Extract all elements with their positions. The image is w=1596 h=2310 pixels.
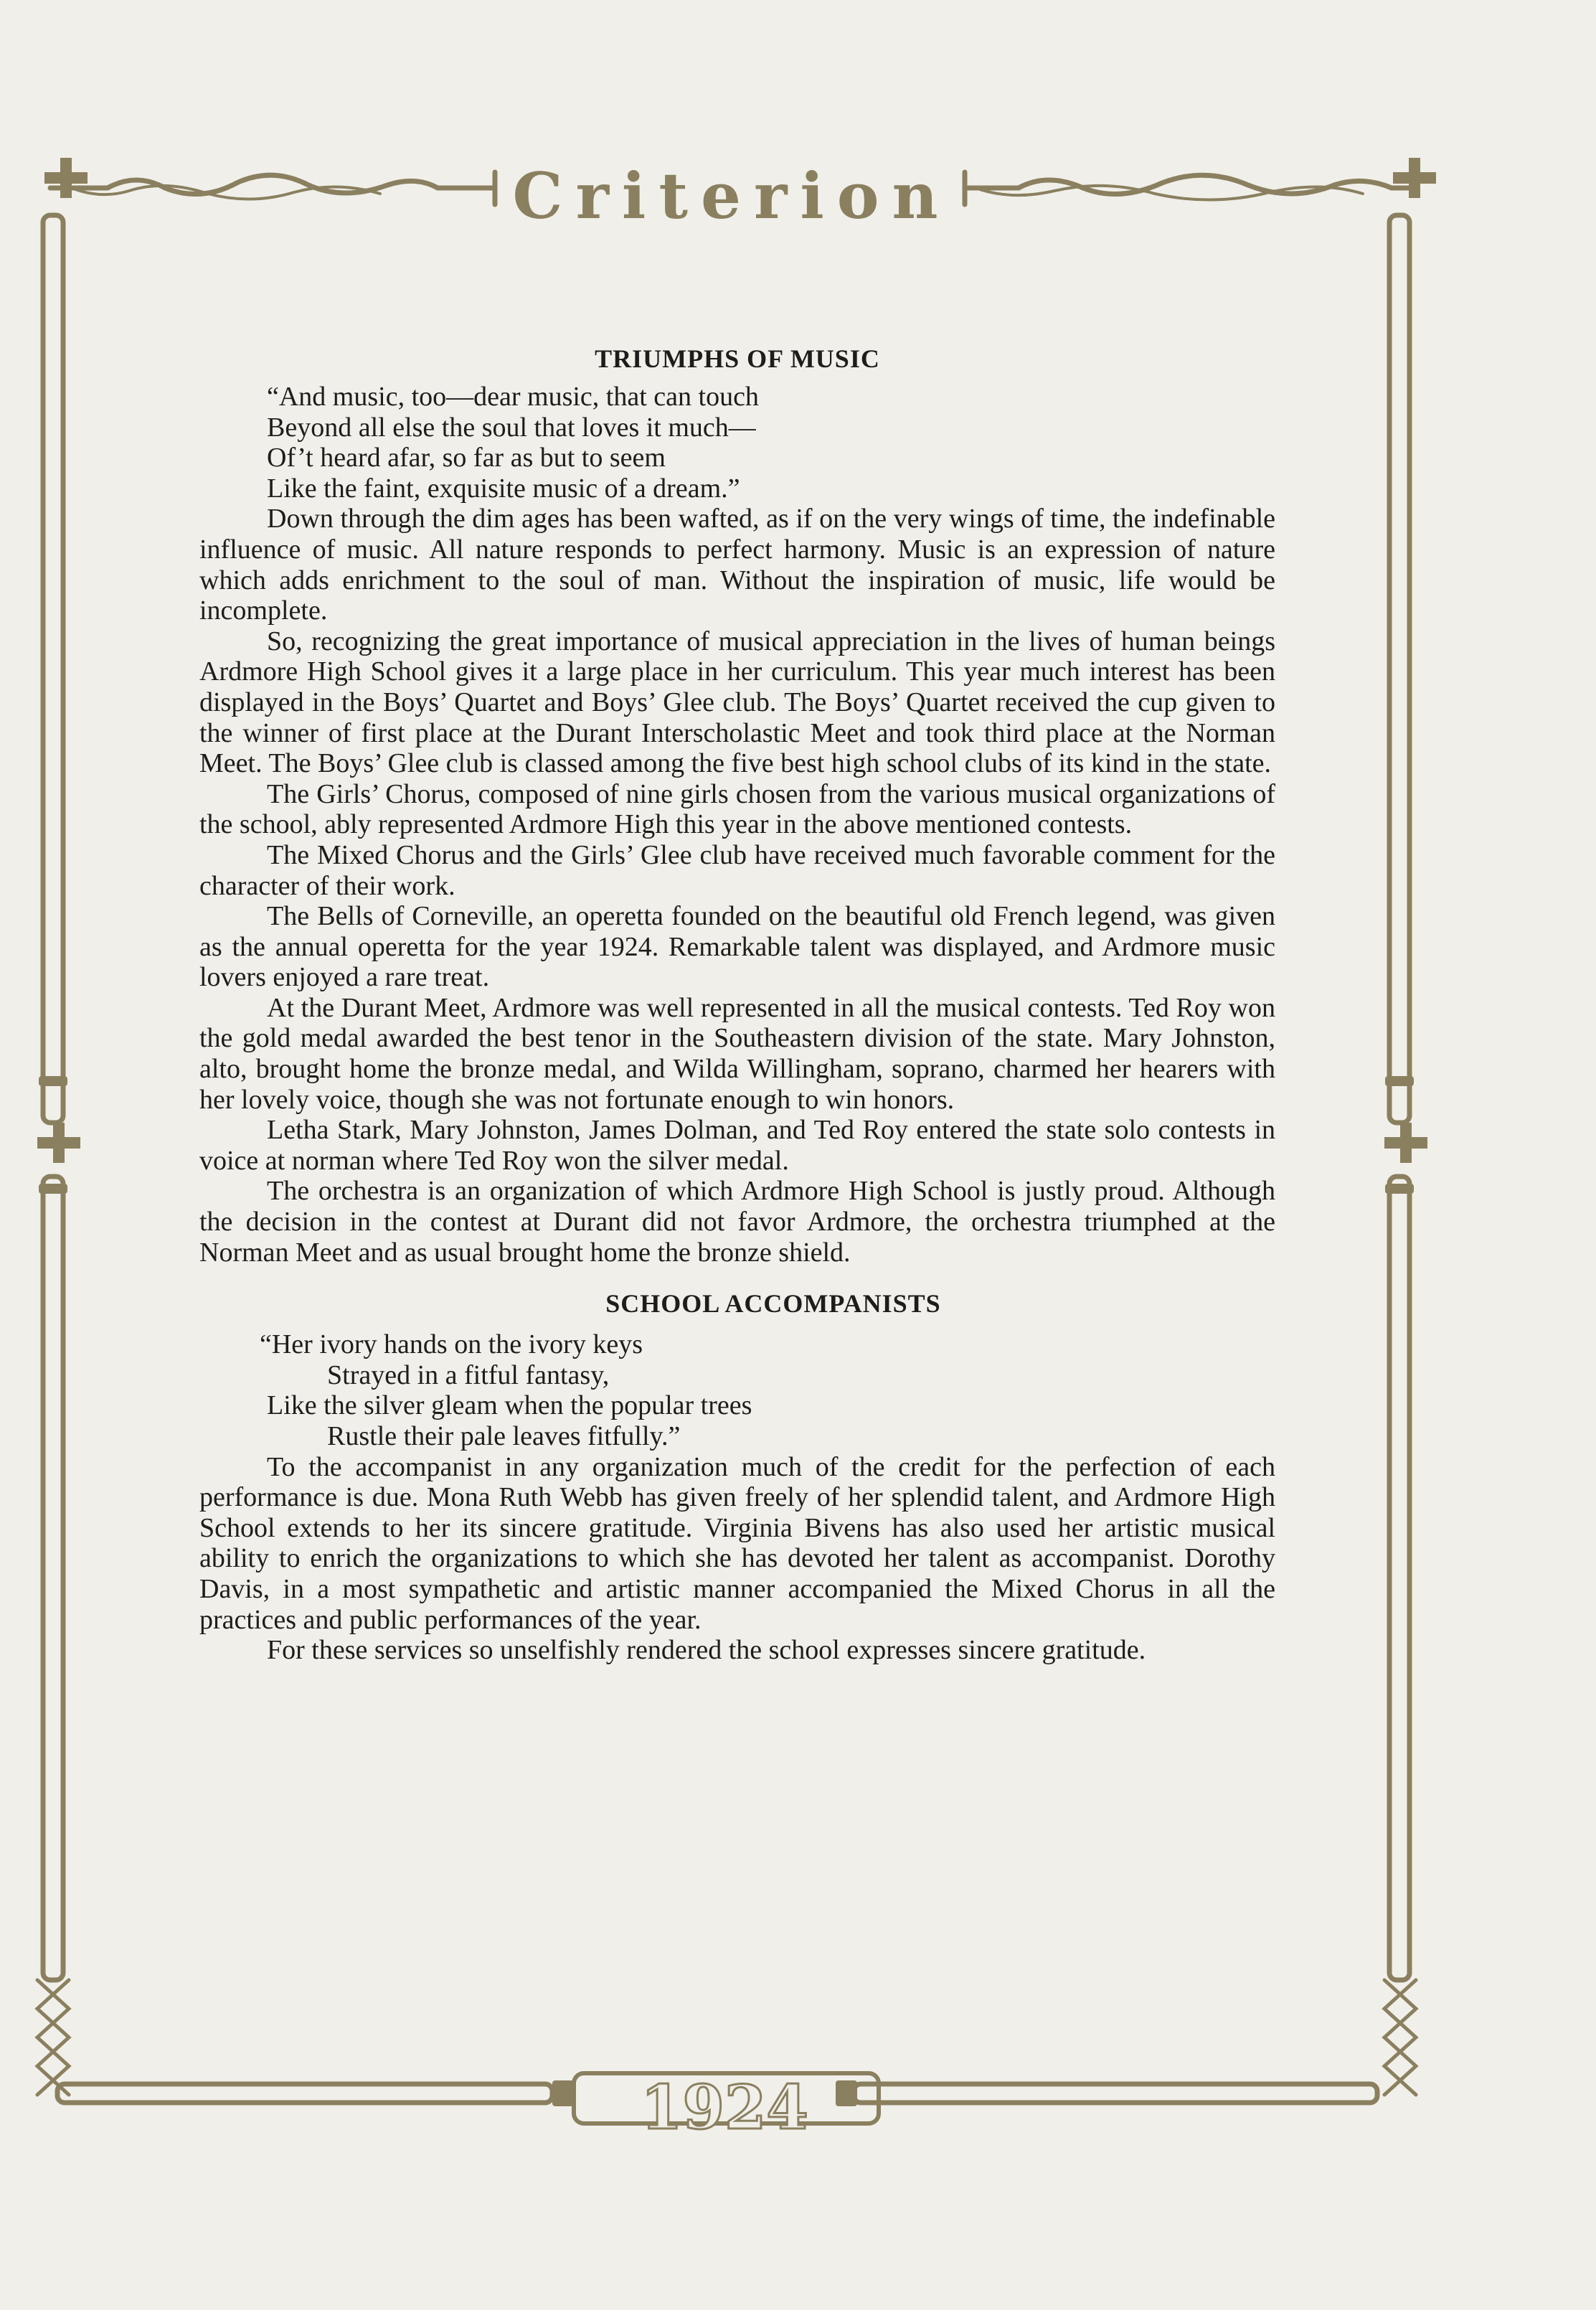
paragraph: To the accompanist in any organization much of the credit for the perfection of each performance is due. Mona Ruth Webb has given freely of her splendid talent, and Ardmore High School extends to her its sincere gratitude. Virginia Bivens has also used her artistic musical ability to enrich the organizations to which she has devoted her talent as accompanist. Dorothy Davis, in a most sympathetic and artistic manner accompanied the Mixed Chorus in all the practices and public performances of the year. (199, 1451, 1275, 1635)
paragraph: The Girls’ Chorus, composed of nine girls chosen from the various musical organizations of the school, ably represented Ardmore High this year in the above mentioned contests. (199, 778, 1275, 840)
poem-line: Like the faint, exquisite music of a dream.” (267, 473, 740, 504)
article-body (199, 337, 1275, 1666)
opening-poem (199, 382, 1275, 504)
poem-line: Rustle their pale leaves fitfully.” (327, 1421, 681, 1451)
poem-line: Of’t heard afar, so far as but to seem (267, 443, 666, 473)
poem-line: “Her ivory hands on the ivory keys (260, 1329, 643, 1360)
paragraph: Letha Stark, Mary Johnston, James Dolman, and Ted Roy entered the state solo contests in voice at norman where Ted Roy won the silver medal. (199, 1115, 1275, 1176)
paragraph: Down through the dim ages has been wafted, as if on the very wings of time, the indefinable influence of music. All nature responds to perfect harmony. Music is an expression of nature which adds enrichment to the soul of man. Without the inspiration of music, life would be incomplete. (199, 504, 1275, 626)
paragraph: The Mixed Chorus and the Girls’ Glee club have received much favorable comment for the character of their work. (199, 839, 1275, 901)
paragraph: The orchestra is an organization of which Ardmore High School is justly proud. Although the decision in the contest at Durant did not favor Ardmore, the orchestra triumphed at the Norman Meet and as usual brought home the bronze shield. (199, 1176, 1275, 1268)
accompanists-poem (199, 1329, 1275, 1451)
poem-line: Beyond all else the soul that loves it much— (267, 412, 756, 443)
poem-line: Strayed in a fitful fantasy, (327, 1359, 610, 1390)
paragraph: So, recognizing the great importance of musical appreciation in the lives of human beings Ardmore High School gives it a large place in her curriculum. This year much interest has been displayed in the Boys’ Quartet and Boys’ Glee club. The Boys’ Quartet received the cup given to the winner of first place at the Durant Interscholastic Meet and took third place at the Norman Meet. The Boys’ Glee club is classed among the five best high school clubs of its kind in the state. (199, 626, 1275, 779)
section-title-triumphs-of-music: TRIUMPHS OF MUSIC (595, 344, 880, 373)
poem-line: Like the silver gleam when the popular trees (267, 1390, 752, 1421)
paragraph: For these services so unselfishly rendered the school expresses sincere gratitude. (267, 1635, 1146, 1666)
paragraph: The Bells of Corneville, an operetta founded on the beautiful old French legend, was given as the annual operetta for the year 1924. Remarkable talent was displayed, and Ardmore music lovers enjoyed a rare treat. (199, 901, 1275, 993)
section-title-school-accompanists: SCHOOL ACCOMPANISTS (605, 1289, 941, 1319)
paragraph: At the Durant Meet, Ardmore was well represented in all the musical contests. Ted Roy won the gold medal awarded the best tenor in the Southeastern division of the state. Mary Johnston, alto, brought home the bronze medal, and Wilda Willingham, soprano, charmed her hearers with her lovely voice, though she was not fortunate enough to win honors. (199, 992, 1275, 1115)
yearbook-year: 1924 (641, 2072, 808, 2143)
poem-line: “And music, too—dear music, that can touch (267, 382, 759, 412)
yearbook-title: Criterion (512, 159, 951, 233)
